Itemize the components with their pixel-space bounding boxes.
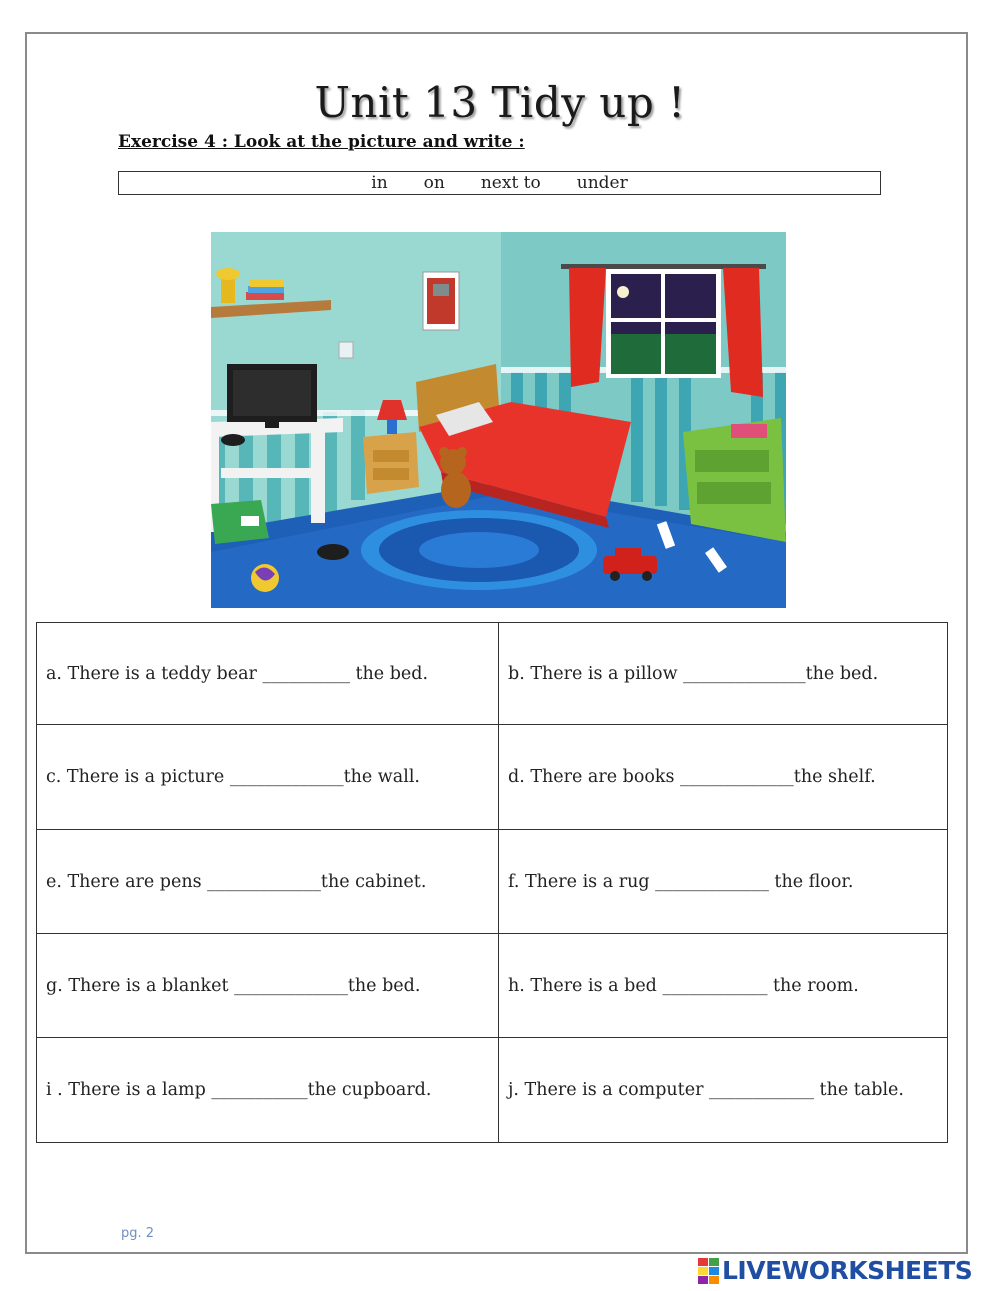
question-j: j. There is a computer ____________ the table. bbox=[499, 1038, 948, 1143]
question-c: c. There is a picture _____________the wall. bbox=[37, 725, 499, 830]
brand-name: LIVEWORKSHEETS bbox=[722, 1256, 973, 1285]
page-title: Unit 13 Tidy up ! bbox=[314, 78, 686, 127]
logo-blocks-icon bbox=[698, 1258, 719, 1284]
word-bank-word: under bbox=[576, 173, 628, 193]
question-d: d. There are books _____________the shelf. bbox=[499, 725, 948, 830]
question-a: a. There is a teddy bear __________ the bed. bbox=[37, 623, 499, 725]
page-number: pg. 2 bbox=[121, 1226, 155, 1241]
word-bank-word: in bbox=[371, 173, 388, 193]
question-i: i . There is a lamp ___________the cupboard. bbox=[37, 1038, 499, 1143]
question-h: h. There is a bed ____________ the room. bbox=[499, 934, 948, 1038]
questions-table bbox=[36, 622, 948, 1143]
word-bank-word: on bbox=[423, 173, 445, 193]
exercise-instruction: Exercise 4 : Look at the picture and write : bbox=[118, 132, 525, 152]
liveworksheets-logo bbox=[698, 1256, 972, 1285]
question-e: e. There are pens _____________the cabinet. bbox=[37, 830, 499, 934]
question-f: f. There is a rug _____________ the floor. bbox=[499, 830, 948, 934]
word-bank bbox=[118, 171, 881, 195]
question-b: b. There is a pillow ______________the bed. bbox=[499, 623, 948, 725]
bedroom-picture bbox=[211, 232, 786, 608]
question-g: g. There is a blanket _____________the bed. bbox=[37, 934, 499, 1038]
word-bank-word: next to bbox=[480, 173, 541, 193]
